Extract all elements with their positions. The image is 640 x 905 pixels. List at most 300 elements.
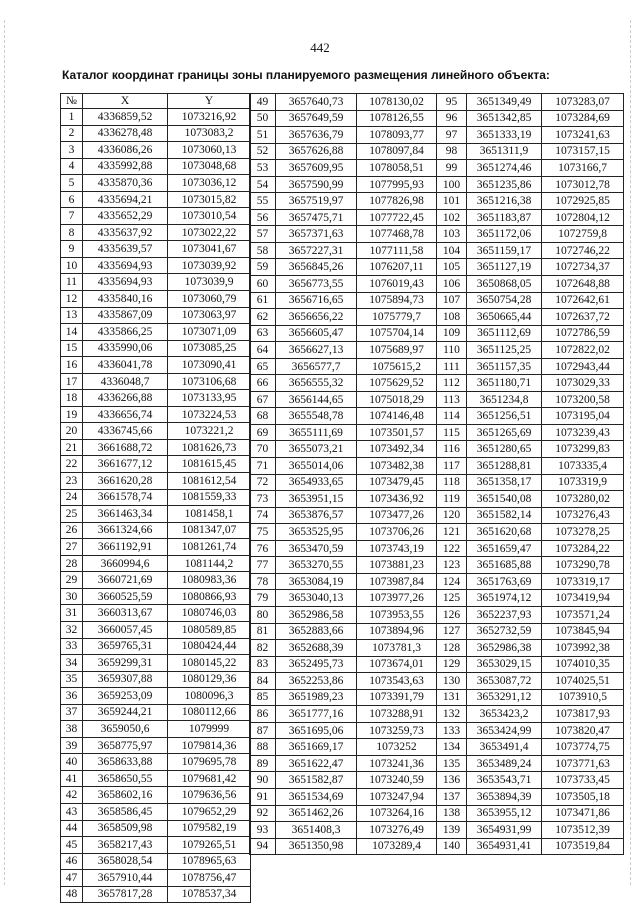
- table-row: [61, 208, 251, 225]
- x-coordinate: 3653424,99: [467, 722, 542, 739]
- x-coordinate: 3658028,54: [83, 853, 168, 870]
- y-coordinate: 1076019,43: [357, 276, 437, 293]
- point-number: 94: [250, 838, 276, 855]
- table-row: [437, 441, 624, 458]
- table-row: [250, 573, 437, 590]
- table-row: [250, 623, 437, 640]
- point-number: 113: [437, 391, 467, 408]
- table-row: [250, 458, 437, 475]
- point-number: 25: [61, 506, 83, 523]
- y-coordinate: 1079814,36: [168, 737, 251, 754]
- x-coordinate: 3653876,57: [276, 507, 357, 524]
- y-coordinate: 1073048,68: [168, 158, 251, 175]
- table-row: [437, 755, 624, 772]
- y-coordinate: 1080866,93: [168, 588, 251, 605]
- point-number: 27: [61, 539, 83, 556]
- point-number: 57: [250, 226, 276, 243]
- x-coordinate: 3655073,21: [276, 441, 357, 458]
- point-number: 131: [437, 689, 467, 706]
- y-coordinate: 1072786,59: [542, 325, 624, 342]
- y-coordinate: 1080096,3: [168, 688, 251, 705]
- table-row: [61, 787, 251, 804]
- y-coordinate: 1072642,61: [542, 292, 624, 309]
- point-number: 80: [250, 606, 276, 623]
- y-coordinate: 1079582,19: [168, 820, 251, 837]
- point-number: 77: [250, 557, 276, 574]
- y-coordinate: 1078965,63: [168, 853, 251, 870]
- x-coordinate: 3661192,91: [83, 539, 168, 556]
- point-number: 100: [437, 176, 467, 193]
- x-coordinate: 3651125,25: [467, 342, 542, 359]
- table-row: [250, 375, 437, 392]
- table-row: [61, 406, 251, 423]
- x-coordinate: 3651288,81: [467, 458, 542, 475]
- y-coordinate: 1073482,38: [357, 458, 437, 475]
- x-coordinate: 3660994,6: [83, 555, 168, 572]
- y-coordinate: 1073283,07: [542, 94, 624, 111]
- x-coordinate: 3651216,38: [467, 193, 542, 210]
- table-row: [61, 224, 251, 241]
- x-coordinate: 3657227,31: [276, 242, 357, 259]
- table-row: [61, 721, 251, 738]
- x-coordinate: 3651333,19: [467, 127, 542, 144]
- table-row: [250, 209, 437, 226]
- x-coordinate: 3651349,49: [467, 94, 542, 111]
- point-number: 26: [61, 522, 83, 539]
- x-coordinate: 3656555,32: [276, 375, 357, 392]
- point-number: 129: [437, 656, 467, 673]
- table-row: [61, 820, 251, 837]
- y-coordinate: 1073022,22: [168, 224, 251, 241]
- y-coordinate: 1073200,58: [542, 391, 624, 408]
- point-number: 134: [437, 739, 467, 756]
- point-number: 13: [61, 307, 83, 324]
- x-coordinate: 3651256,51: [467, 408, 542, 425]
- table-row: [437, 788, 624, 805]
- point-number: 42: [61, 787, 83, 804]
- y-coordinate: 1073743,19: [357, 540, 437, 557]
- y-coordinate: 1073106,68: [168, 373, 251, 390]
- y-coordinate: 1072746,22: [542, 242, 624, 259]
- y-coordinate: 1072943,44: [542, 358, 624, 375]
- x-coordinate: 3661324,66: [83, 522, 168, 539]
- table-row: [61, 357, 251, 374]
- table-row: [250, 755, 437, 772]
- point-number: 39: [61, 737, 83, 754]
- y-coordinate: 1072759,8: [542, 226, 624, 243]
- y-coordinate: 1073224,53: [168, 406, 251, 423]
- x-coordinate: 4335990,06: [83, 340, 168, 357]
- x-coordinate: 3656605,47: [276, 325, 357, 342]
- point-number: 91: [250, 788, 276, 805]
- table-row: [250, 656, 437, 673]
- table-row: [437, 292, 624, 309]
- table-row: [61, 439, 251, 456]
- table-row: [437, 110, 624, 127]
- point-number: 90: [250, 772, 276, 789]
- x-coordinate: 3652732,59: [467, 623, 542, 640]
- table-row: [437, 193, 624, 210]
- y-coordinate: 1073881,23: [357, 557, 437, 574]
- point-number: 20: [61, 423, 83, 440]
- y-coordinate: 1073479,45: [357, 474, 437, 491]
- table-row: [61, 473, 251, 490]
- table-row: [61, 837, 251, 854]
- point-number: 111: [437, 358, 467, 375]
- y-coordinate: 1073264,16: [357, 805, 437, 822]
- table-row: [61, 555, 251, 572]
- table-row: [61, 688, 251, 705]
- y-coordinate: 1073391,79: [357, 689, 437, 706]
- point-number: 35: [61, 671, 83, 688]
- y-coordinate: 1073953,55: [357, 606, 437, 623]
- point-number: 138: [437, 805, 467, 822]
- y-coordinate: 1073083,2: [168, 125, 251, 142]
- point-number: 132: [437, 706, 467, 723]
- table-row: [250, 408, 437, 425]
- table-row: [61, 870, 251, 887]
- x-coordinate: 3655014,06: [276, 458, 357, 475]
- table-row: [61, 257, 251, 274]
- x-coordinate: 3651280,65: [467, 441, 542, 458]
- table-row: [437, 623, 624, 640]
- y-coordinate: 1073085,25: [168, 340, 251, 357]
- y-coordinate: 1073992,38: [542, 640, 624, 657]
- point-number: 30: [61, 588, 83, 605]
- table-row: [437, 375, 624, 392]
- x-coordinate: 4336266,88: [83, 390, 168, 407]
- left-scan-edge: [4, 20, 5, 885]
- table-row: [437, 242, 624, 259]
- x-coordinate: 3658217,43: [83, 837, 168, 854]
- y-coordinate: 1081559,33: [168, 489, 251, 506]
- table-row: [61, 655, 251, 672]
- y-coordinate: 1074025,51: [542, 673, 624, 690]
- point-number: 68: [250, 408, 276, 425]
- point-number: 139: [437, 822, 467, 839]
- table-row: [437, 606, 624, 623]
- point-number: 60: [250, 276, 276, 293]
- table-header-row: [61, 94, 251, 109]
- y-coordinate: 1073519,84: [542, 838, 624, 855]
- table-row: [437, 706, 624, 723]
- table-row: [250, 739, 437, 756]
- x-coordinate: 3650665,44: [467, 309, 542, 326]
- point-number: 133: [437, 722, 467, 739]
- x-coordinate: 3651172,06: [467, 226, 542, 243]
- point-number: 19: [61, 406, 83, 423]
- point-number: 122: [437, 540, 467, 557]
- x-coordinate: 4336048,7: [83, 373, 168, 390]
- point-number: 21: [61, 439, 83, 456]
- x-coordinate: 3653525,95: [276, 524, 357, 541]
- table-row: [437, 276, 624, 293]
- table-row: [437, 474, 624, 491]
- y-coordinate: 1073894,96: [357, 623, 437, 640]
- x-coordinate: 3658602,16: [83, 787, 168, 804]
- y-coordinate: 1078130,02: [357, 94, 437, 111]
- table-row: [250, 391, 437, 408]
- y-coordinate: 1073060,13: [168, 142, 251, 159]
- point-number: 33: [61, 638, 83, 655]
- point-number: 137: [437, 788, 467, 805]
- y-coordinate: 1073284,22: [542, 540, 624, 557]
- x-coordinate: 3651669,17: [276, 739, 357, 756]
- point-number: 51: [250, 127, 276, 144]
- y-coordinate: 1073299,83: [542, 441, 624, 458]
- point-number: 97: [437, 127, 467, 144]
- y-coordinate: 1075704,14: [357, 325, 437, 342]
- point-number: 61: [250, 292, 276, 309]
- x-coordinate: 3659299,31: [83, 655, 168, 672]
- x-coordinate: 3651157,35: [467, 358, 542, 375]
- x-coordinate: 3659307,88: [83, 671, 168, 688]
- x-coordinate: 3660525,59: [83, 588, 168, 605]
- x-coordinate: 3659244,21: [83, 704, 168, 721]
- y-coordinate: 1073278,25: [542, 524, 624, 541]
- x-coordinate: 4336278,48: [83, 125, 168, 142]
- x-coordinate: 3651974,12: [467, 590, 542, 607]
- y-coordinate: 1073090,41: [168, 357, 251, 374]
- point-number: 28: [61, 555, 83, 572]
- y-coordinate: 1075689,97: [357, 342, 437, 359]
- point-number: 55: [250, 193, 276, 210]
- y-coordinate: 1081261,74: [168, 539, 251, 556]
- y-coordinate: 1075894,73: [357, 292, 437, 309]
- x-coordinate: 3651311,9: [467, 143, 542, 160]
- y-coordinate: 1073471,86: [542, 805, 624, 822]
- y-coordinate: 1072648,88: [542, 276, 624, 293]
- y-coordinate: 1072734,37: [542, 259, 624, 276]
- x-coordinate: 4336041,78: [83, 357, 168, 374]
- table-row: [250, 524, 437, 541]
- x-coordinate: 3651183,87: [467, 209, 542, 226]
- point-number: 6: [61, 191, 83, 208]
- y-coordinate: 1072925,85: [542, 193, 624, 210]
- page-number: 442: [310, 40, 330, 55]
- right-scan-edge: [630, 20, 631, 885]
- table-row: [61, 142, 251, 159]
- table-row: [61, 324, 251, 341]
- point-number: 126: [437, 606, 467, 623]
- point-number: 136: [437, 772, 467, 789]
- point-number: 98: [437, 143, 467, 160]
- x-coordinate: 3651659,47: [467, 540, 542, 557]
- table-row: [437, 557, 624, 574]
- point-number: 99: [437, 160, 467, 177]
- table-row: [250, 259, 437, 276]
- point-number: 72: [250, 474, 276, 491]
- x-coordinate: 3651234,8: [467, 391, 542, 408]
- x-coordinate: 3657475,71: [276, 209, 357, 226]
- table-row: [61, 522, 251, 539]
- table-row: [250, 805, 437, 822]
- table-row: [250, 557, 437, 574]
- table-row: [437, 391, 624, 408]
- x-coordinate: 3652237,93: [467, 606, 542, 623]
- point-number: 37: [61, 704, 83, 721]
- point-number: 95: [437, 94, 467, 111]
- x-coordinate: 3651540,08: [467, 491, 542, 508]
- y-coordinate: 1080983,36: [168, 572, 251, 589]
- table-row: [437, 805, 624, 822]
- table-row: [437, 656, 624, 673]
- point-number: 11: [61, 274, 83, 291]
- y-coordinate: 1073276,43: [542, 507, 624, 524]
- point-number: 23: [61, 473, 83, 490]
- table-row: [437, 226, 624, 243]
- table-row: [250, 822, 437, 839]
- x-coordinate: 3660313,67: [83, 605, 168, 622]
- x-coordinate: 3651274,46: [467, 160, 542, 177]
- y-coordinate: 1073221,2: [168, 423, 251, 440]
- table-row: [437, 640, 624, 657]
- y-coordinate: 1073288,91: [357, 706, 437, 723]
- y-coordinate: 1073060,79: [168, 291, 251, 308]
- point-number: 10: [61, 257, 83, 274]
- x-coordinate: 3661688,72: [83, 439, 168, 456]
- y-coordinate: 1073436,92: [357, 491, 437, 508]
- y-coordinate: 1073335,4: [542, 458, 624, 475]
- table-row: [437, 259, 624, 276]
- point-number: 36: [61, 688, 83, 705]
- y-coordinate: 1079265,51: [168, 837, 251, 854]
- table-row: [437, 342, 624, 359]
- point-number: 104: [437, 242, 467, 259]
- point-number: 22: [61, 456, 83, 473]
- table-row: [250, 590, 437, 607]
- x-coordinate: 4335840,16: [83, 291, 168, 308]
- table-row: [61, 671, 251, 688]
- x-coordinate: 3653489,24: [467, 755, 542, 772]
- point-number: 120: [437, 507, 467, 524]
- x-coordinate: 4335866,25: [83, 324, 168, 341]
- point-number: 7: [61, 208, 83, 225]
- table-row: [61, 886, 251, 903]
- point-number: 110: [437, 342, 467, 359]
- point-number: 47: [61, 870, 83, 887]
- x-coordinate: 4335639,57: [83, 241, 168, 258]
- table-row: [437, 424, 624, 441]
- header-number: №: [61, 94, 83, 109]
- x-coordinate: 3656577,7: [276, 358, 357, 375]
- y-coordinate: 1073157,15: [542, 143, 624, 160]
- y-coordinate: 1073706,26: [357, 524, 437, 541]
- point-number: 41: [61, 770, 83, 787]
- y-coordinate: 1077722,45: [357, 209, 437, 226]
- x-coordinate: 3651620,68: [467, 524, 542, 541]
- table-row: [61, 638, 251, 655]
- y-coordinate: 1077468,78: [357, 226, 437, 243]
- y-coordinate: 1075615,2: [357, 358, 437, 375]
- x-coordinate: 4335652,29: [83, 208, 168, 225]
- x-coordinate: 3651763,69: [467, 573, 542, 590]
- y-coordinate: 1072637,72: [542, 309, 624, 326]
- x-coordinate: 3650868,05: [467, 276, 542, 293]
- header-y: Y: [168, 94, 251, 109]
- x-coordinate: 3653491,4: [467, 739, 542, 756]
- x-coordinate: 4336859,52: [83, 109, 168, 126]
- y-coordinate: 1078756,47: [168, 870, 251, 887]
- x-coordinate: 3661620,28: [83, 473, 168, 490]
- y-coordinate: 1073543,63: [357, 673, 437, 690]
- table-row: [437, 209, 624, 226]
- y-coordinate: 1079681,42: [168, 770, 251, 787]
- point-number: 63: [250, 325, 276, 342]
- table-row: [250, 309, 437, 326]
- point-number: 76: [250, 540, 276, 557]
- point-number: 117: [437, 458, 467, 475]
- point-number: 83: [250, 656, 276, 673]
- x-coordinate: 3657636,79: [276, 127, 357, 144]
- x-coordinate: 3655111,69: [276, 424, 357, 441]
- point-number: 108: [437, 309, 467, 326]
- point-number: 75: [250, 524, 276, 541]
- y-coordinate: 1075018,29: [357, 391, 437, 408]
- point-number: 128: [437, 640, 467, 657]
- point-number: 16: [61, 357, 83, 374]
- table-row: [250, 143, 437, 160]
- y-coordinate: 1081612,54: [168, 473, 251, 490]
- point-number: 89: [250, 755, 276, 772]
- x-coordinate: 3651582,14: [467, 507, 542, 524]
- point-number: 64: [250, 342, 276, 359]
- x-coordinate: 3651235,86: [467, 176, 542, 193]
- x-coordinate: 3657910,44: [83, 870, 168, 887]
- x-coordinate: 3660057,45: [83, 621, 168, 638]
- y-coordinate: 1073319,9: [542, 474, 624, 491]
- x-coordinate: 3653084,19: [276, 573, 357, 590]
- x-coordinate: 3659050,6: [83, 721, 168, 738]
- table-row: [61, 572, 251, 589]
- y-coordinate: 1076207,11: [357, 259, 437, 276]
- y-coordinate: 1073817,93: [542, 706, 624, 723]
- table-row: [61, 109, 251, 126]
- x-coordinate: 3651265,69: [467, 424, 542, 441]
- table-row: [437, 590, 624, 607]
- x-coordinate: 3657640,73: [276, 94, 357, 111]
- point-number: 29: [61, 572, 83, 589]
- y-coordinate: 1081144,2: [168, 555, 251, 572]
- point-number: 58: [250, 242, 276, 259]
- y-coordinate: 1081615,45: [168, 456, 251, 473]
- y-coordinate: 1072822,02: [542, 342, 624, 359]
- point-number: 121: [437, 524, 467, 541]
- x-coordinate: 3651180,71: [467, 375, 542, 392]
- y-coordinate: 1073771,63: [542, 755, 624, 772]
- y-coordinate: 1073010,54: [168, 208, 251, 225]
- table-row: [250, 292, 437, 309]
- point-number: 18: [61, 390, 83, 407]
- point-number: 4: [61, 158, 83, 175]
- table-row: [437, 722, 624, 739]
- point-number: 78: [250, 573, 276, 590]
- x-coordinate: 3653291,12: [467, 689, 542, 706]
- y-coordinate: 1073241,36: [357, 755, 437, 772]
- x-coordinate: 3656656,22: [276, 309, 357, 326]
- x-coordinate: 3657817,28: [83, 886, 168, 903]
- point-number: 5: [61, 175, 83, 192]
- x-coordinate: 4335870,36: [83, 175, 168, 192]
- x-coordinate: 3651777,16: [276, 706, 357, 723]
- y-coordinate: 1073289,4: [357, 838, 437, 855]
- y-coordinate: 1079999: [168, 721, 251, 738]
- point-number: 65: [250, 358, 276, 375]
- point-number: 124: [437, 573, 467, 590]
- table-row: [250, 838, 437, 855]
- point-number: 46: [61, 853, 83, 870]
- table-row: [61, 506, 251, 523]
